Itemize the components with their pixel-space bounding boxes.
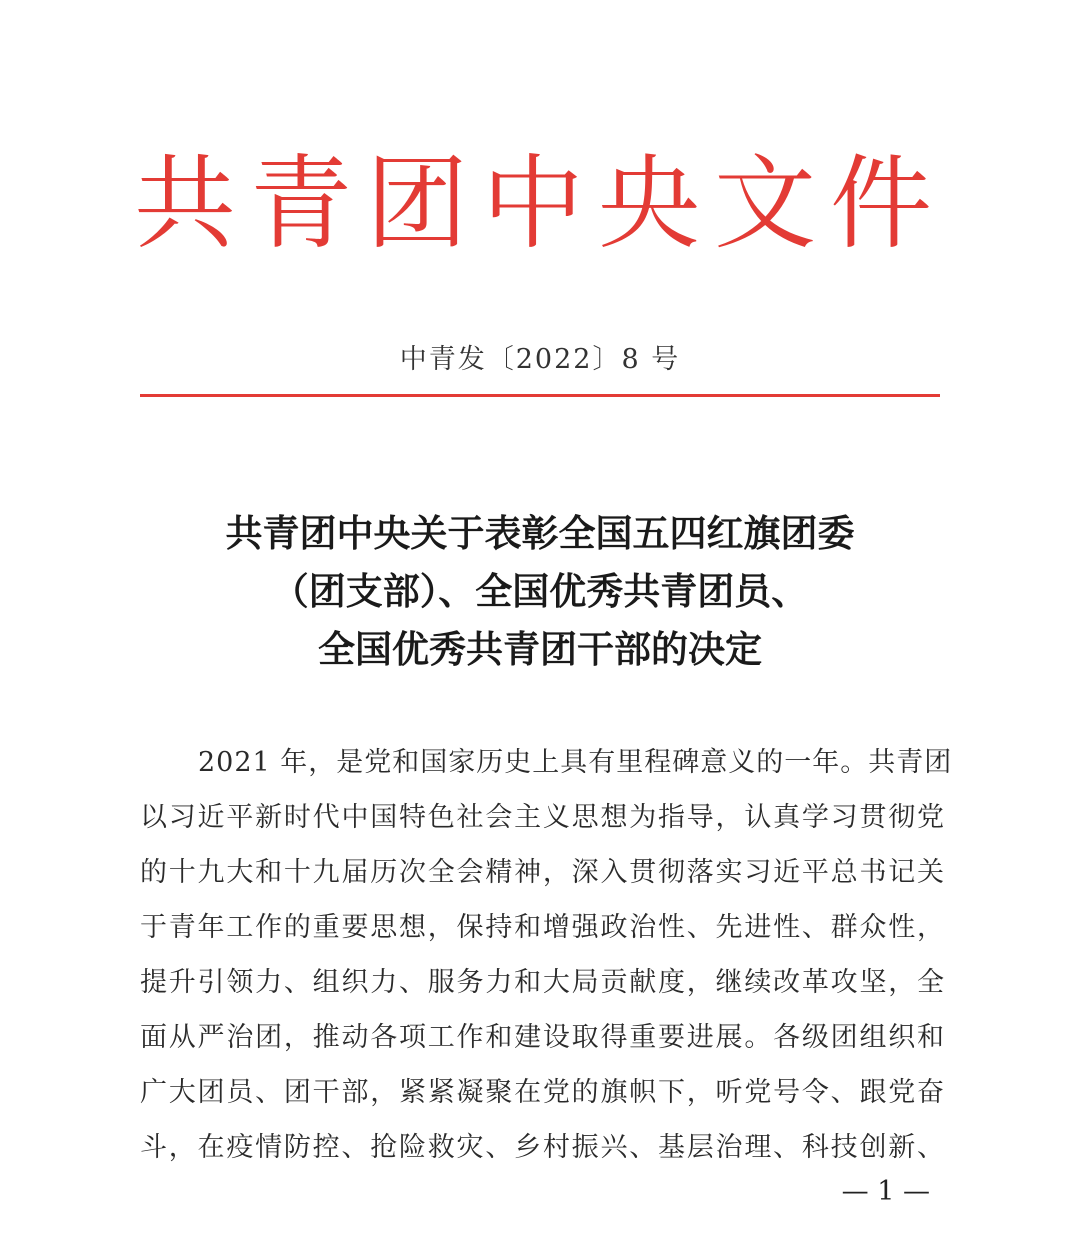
document-title	[0, 505, 1080, 679]
title-line: （团支部）、全国优秀共青团员、	[271, 570, 809, 613]
body-line: 的十九大和十九届历次全会精神，深入贯彻落实习近平总书记关	[140, 857, 945, 888]
document-number: 中青发〔2022〕8 号	[399, 344, 681, 375]
page-number: — 1 —	[841, 1176, 930, 1207]
title-line: 共青团中央关于表彰全国五四红旗团委	[225, 512, 855, 555]
body-line: 提升引领力、组织力、服务力和大局贡献度，继续改革攻坚，全	[140, 967, 945, 998]
body-line: 斗，在疫情防控、抢险救灾、乡村振兴、基层治理、科技创新、	[140, 1132, 945, 1163]
body-paragraph	[140, 735, 953, 1175]
body-line: 以习近平新时代中国特色社会主义思想为指导，认真学习贯彻党	[140, 802, 945, 833]
body-line: 广大团员、团干部，紧紧凝聚在党的旗帜下，听党号令、跟党奋	[140, 1077, 945, 1108]
body-line: 于青年工作的重要思想，保持和增强政治性、先进性、群众性，	[140, 912, 945, 943]
red-divider-line	[140, 394, 940, 397]
title-line: 全国优秀共青团干部的决定	[318, 628, 762, 671]
body-line: 2021 年，是党和国家历史上具有里程碑意义的一年。共青团	[198, 747, 953, 778]
document-masthead: 共青团中央文件	[134, 145, 946, 264]
body-line: 面从严治团，推动各项工作和建设取得重要进展。各级团组织和	[140, 1022, 945, 1053]
